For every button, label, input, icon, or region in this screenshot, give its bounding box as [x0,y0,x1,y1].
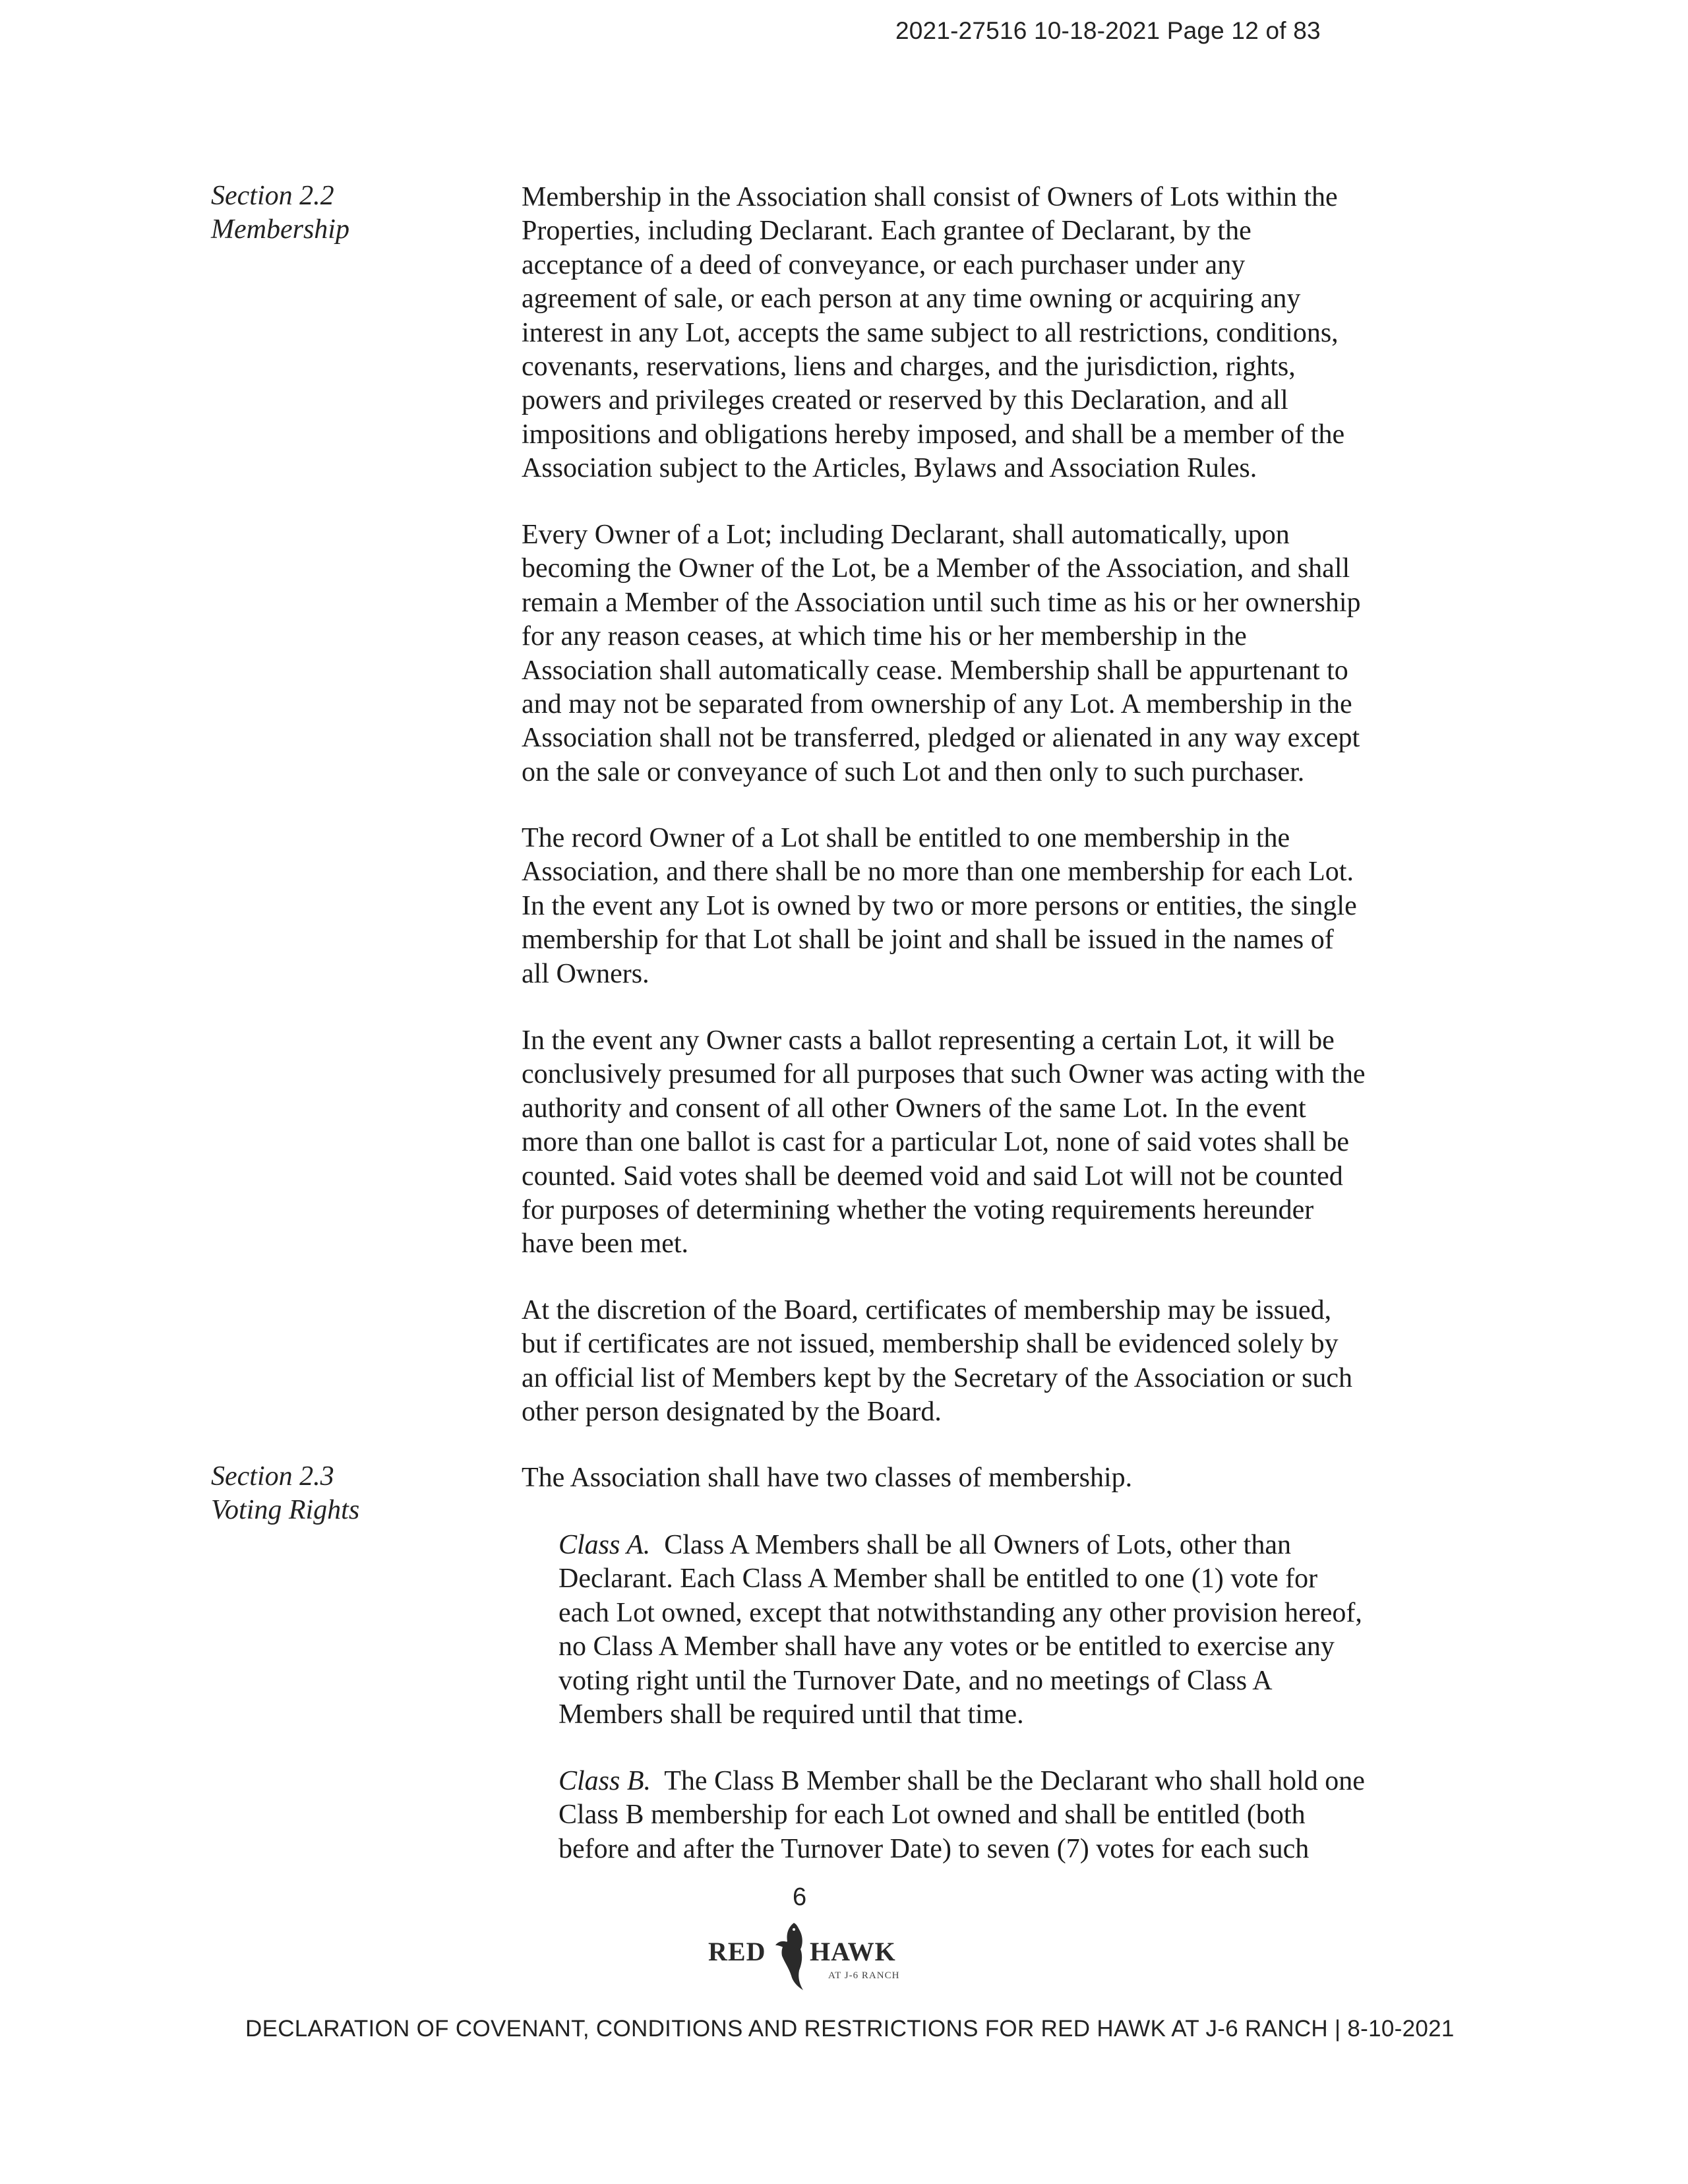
section-title: Membership [211,214,349,245]
text-line: Membership in the Association shall consist of Owners of Lots within the [522,182,1338,212]
text-line: for purposes of determining whether the voting requirements hereunder [522,1195,1314,1226]
text-line: other person designated by the Board. [522,1397,942,1428]
hawk-icon [774,1920,811,1993]
text-line: Every Owner of a Lot; including Declarant, shall automatically, upon [522,520,1290,550]
text-line: more than one ballot is cast for a particular Lot, none of said votes shall be [522,1127,1349,1158]
text-line: each Lot owned, except that notwithstanding any other provision hereof, [558,1597,1362,1628]
class-b-label: Class B. [558,1766,651,1796]
text-line: conclusively presumed for all purposes that such Owner was acting with the [522,1059,1366,1090]
logo-text-red: RED [708,1937,766,1966]
section-2-2-label [211,179,349,247]
text-line: At the discretion of the Board, certificates of membership may be issued, [522,1295,1332,1325]
text-line: remain a Member of the Association until such time as his or her ownership [522,587,1361,618]
text-line: Association shall not be transferred, pledged or alienated in any way except [522,723,1360,754]
text-line: powers and privileges created or reserved by this Declaration, and all [522,385,1288,416]
text-line [558,1765,1435,1798]
text-line: Properties, including Declarant. Each grantee of Declarant, by the [522,216,1251,247]
class-a-label: Class A. [558,1530,651,1560]
class-b-paragraph [558,1765,1435,1866]
class-b-first-line: The Class B Member shall be the Declarant who shall hold one [651,1766,1365,1796]
red-hawk-logo [708,1920,906,1993]
text-line: on the sale or conveyance of such Lot and then only to such purchaser. [522,756,1305,787]
logo-subtext: AT J-6 RANCH [828,1970,900,1981]
text-line: impositions and obligations hereby imposed, and shall be a member of the [522,419,1345,450]
text-line: and may not be separated from ownership of any Lot. A membership in the [522,689,1352,720]
class-a-paragraph [558,1529,1435,1732]
text-line: becoming the Owner of the Lot, be a Member of the Association, and shall [522,553,1350,584]
membership-paragraph-2 [522,518,1438,789]
membership-paragraph-5 [522,1294,1438,1430]
text-line: all Owners. [522,958,649,989]
page-number: 6 [793,1883,807,1911]
text-line: for any reason ceases, at which time his or her membership in the [522,621,1247,652]
section-number: Section 2.3 [211,1461,334,1492]
voting-intro [522,1461,1438,1495]
text-line: but if certificates are not issued, membership shall be evidenced solely by [522,1329,1339,1360]
text-line: Class B membership for each Lot owned and shall be entitled (both [558,1800,1306,1831]
text-line: voting right until the Turnover Date, and no meetings of Class A [558,1665,1273,1696]
document-footer: DECLARATION OF COVENANT, CONDITIONS AND RESTRICTIONS FOR RED HAWK AT J-6 RANCH | 8-10-2021 [245,2016,1455,2042]
membership-paragraph-4 [522,1024,1438,1261]
text-line: interest in any Lot, accepts the same subject to all restrictions, conditions, [522,317,1339,348]
text-line [558,1529,1435,1562]
text-line: In the event any Owner casts a ballot representing a certain Lot, it will be [522,1025,1335,1056]
logo-text-hawk: HAWK [810,1937,896,1966]
membership-paragraph-3 [522,822,1438,991]
text-line: Association, and there shall be no more than one membership for each Lot. [522,857,1354,888]
text-line: counted. Said votes shall be deemed void and said Lot will not be counted [522,1161,1343,1192]
recording-stamp: 2021-27516 10-18-2021 Page 12 of 83 [895,17,1321,44]
text-line: The record Owner of a Lot shall be entitled to one membership in the [522,823,1290,853]
text-line: The Association shall have two classes of membership. [522,1463,1133,1493]
text-line: agreement of sale, or each person at any time owning or acquiring any [522,284,1301,315]
text-line: authority and consent of all other Owners of the same Lot. In the event [522,1093,1306,1124]
text-line: an official list of Members kept by the Secretary of the Association or such [522,1362,1353,1393]
text-line: membership for that Lot shall be joint and shall be issued in the names of [522,925,1334,956]
text-line: Association subject to the Articles, Bylaws and Association Rules. [522,453,1257,484]
section-number: Section 2.2 [211,181,334,211]
text-line: no Class A Member shall have any votes or be entitled to exercise any [558,1631,1335,1662]
text-line: before and after the Turnover Date) to seven (7) votes for each such [558,1833,1310,1864]
class-a-first-line: Class A Members shall be all Owners of Lots, other than [650,1530,1291,1560]
text-line: Association shall automatically cease. Membership shall be appurtenant to [522,655,1348,686]
section-title: Voting Rights [211,1495,360,1525]
text-line: acceptance of a deed of conveyance, or each purchaser under any [522,249,1246,280]
membership-paragraph-1 [522,181,1438,486]
text-line: have been met. [522,1228,689,1259]
text-line: In the event any Lot is owned by two or more persons or entities, the single [522,890,1357,921]
section-2-3-label [211,1460,359,1527]
text-line: covenants, reservations, liens and charges, and the jurisdiction, rights, [522,351,1296,382]
text-line: Declarant. Each Class A Member shall be entitled to one (1) vote for [558,1563,1318,1594]
text-line: Members shall be required until that time. [558,1699,1024,1730]
